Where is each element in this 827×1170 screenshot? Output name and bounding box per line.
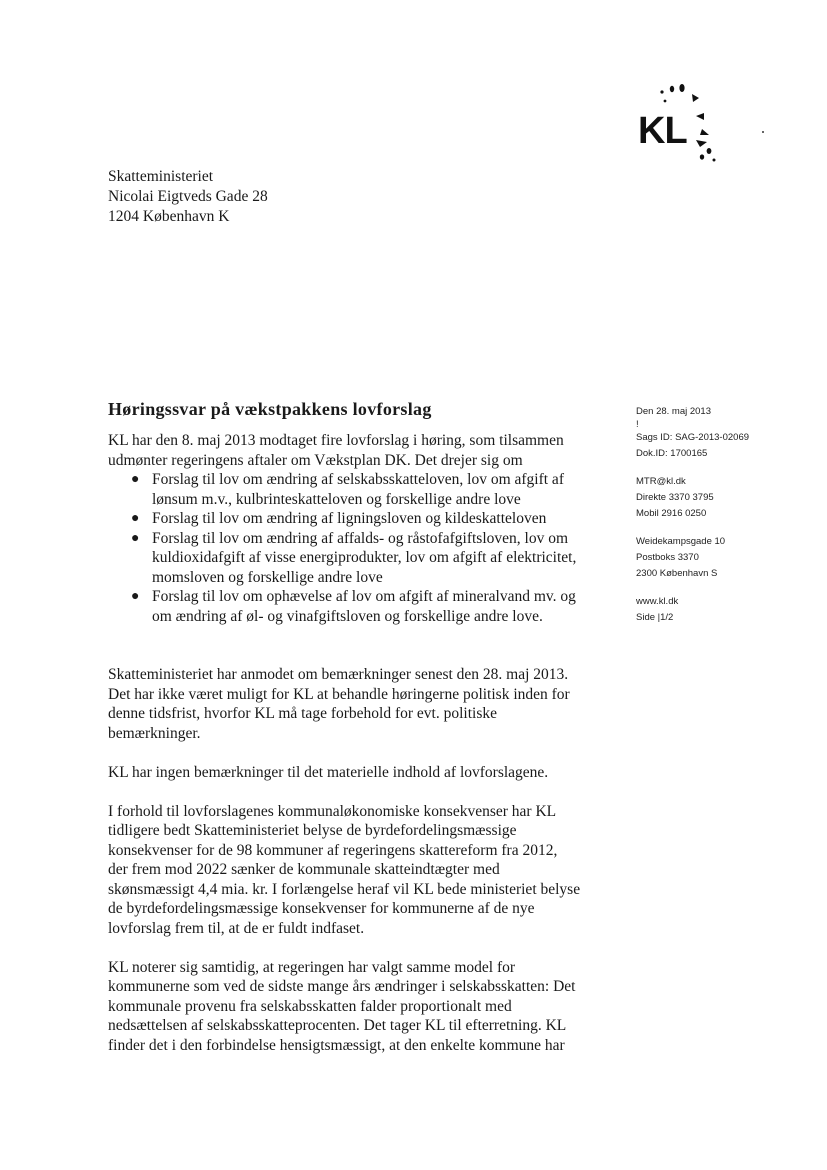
text-line: Forslag til lov om ændring af ligningsloven og kildeskatteloven [152, 510, 547, 527]
list-item [108, 529, 598, 588]
deadline-paragraph [108, 665, 598, 743]
case-id: Sags ID: SAG-2013-02069 [636, 432, 750, 443]
letter-sidebar [636, 404, 749, 626]
text-line: KL har den 8. maj 2013 modtaget fire lovforslag i høring, som tilsammen [108, 432, 564, 449]
kl-logo [634, 80, 734, 170]
intro-paragraph [108, 431, 598, 470]
letter-title: Høringssvar på vækstpakkens lovforslag [108, 399, 432, 419]
text-line: skønsmæssigt 4,4 mia. kr. I forlængelse heraf vil KL bede ministeriet belyse [108, 880, 581, 898]
text-line: KL har ingen bemærkninger til det materielle indhold af lovforslagene. [108, 763, 549, 781]
text-line: finder det i den forbindelse hensigtsmæssigt, at den enkelte kommune har [108, 1036, 565, 1054]
corporate-tax-paragraph [108, 958, 598, 1056]
recipient-city: 1204 København K [108, 208, 230, 225]
paragraph-gap [108, 938, 598, 958]
economic-consequences-paragraph [108, 802, 598, 939]
text-line: kuldioxidafgift af visse energiprodukter, lov om afgift af elektricitet, [152, 549, 577, 566]
paragraph-gap [108, 626, 598, 646]
list-item [108, 587, 598, 626]
text-line: tidligere bedt Skatteministeriet belyse de byrdefordelingsmæssige [108, 822, 517, 839]
text-line: kommunale provenu fra selskabsskatten falder proportionalt med [108, 997, 512, 1015]
bullet-icon: ● [131, 472, 140, 487]
text-line: Forslag til lov om ændring af selskabsskatteloven, lov om afgift af [152, 471, 564, 488]
text-line: de byrdefordelingsmæssige konsekvenser for kommunerne af de nye [108, 900, 535, 917]
bullet-icon: ● [131, 589, 140, 604]
text-line: Forslag til lov om ændring af affalds- og råstofafgiftsloven, lov om [152, 529, 568, 547]
sidebar-gap [636, 462, 749, 474]
list-item [108, 470, 598, 509]
sender-pobox: Postboks 3370 [636, 552, 699, 563]
text-line: lovforslag frem til, at de er fuldt indfaset. [108, 919, 365, 937]
letter-date: Den 28. maj 2013 [636, 406, 711, 417]
logo-text: KL [638, 110, 687, 152]
letter-body [108, 431, 598, 1055]
bullet-icon: ● [131, 530, 140, 546]
page-number: Side |1/2 [636, 612, 674, 623]
no-remarks-paragraph [108, 763, 598, 783]
website: www.kl.dk [636, 596, 679, 607]
text-line: konsekvenser for de 98 kommuner af regeringens skattereform fra 2012, [108, 841, 558, 859]
contact-email: MTR@kl.dk [636, 476, 686, 487]
text-line: Forslag til lov om ophævelse af lov om afgift af mineralvand mv. og [152, 588, 576, 605]
sidebar-gap [636, 582, 749, 594]
direct-phone: Direkte 3370 3795 [636, 492, 714, 503]
text-line: KL noterer sig samtidig, at regeringen har valgt samme model for [108, 958, 516, 976]
bullet-icon: ● [131, 511, 140, 526]
text-line: I forhold til lovforslagenes kommunaløkonomiske konsekvenser har KL [108, 802, 557, 820]
text-line: om ændring af øl- og vinafgiftsloven og forskellige andre love. [152, 607, 543, 625]
text-line: Det har ikke været muligt for KL at behandle høringerne politisk inden for [108, 685, 570, 703]
recipient-street: Nicolai Eigtveds Gade 28 [108, 188, 268, 205]
text-line: momsloven og forskellige andre love [152, 568, 383, 586]
text-line: lønsum m.v., kulbrinteskatteloven og forskellige andre love [152, 490, 521, 508]
recipient-name: Skatteministeriet [108, 168, 214, 185]
text-line: kommunerne som ved de sidste mange års ændringer i selskabsskatten: Det [108, 978, 576, 995]
scan-speck [762, 131, 764, 133]
paragraph-gap [108, 646, 598, 666]
bill-list [108, 470, 598, 626]
mobile-phone: Mobil 2916 0250 [636, 508, 707, 519]
text-line: denne tidsfrist, hvorfor KL må tage forbehold for evt. politiske [108, 705, 497, 722]
sender-street: Weidekampsgade 10 [636, 536, 726, 547]
recipient-address [108, 167, 268, 227]
list-item [108, 509, 598, 529]
text-line: nedsættelsen af selskabsskatteprocenten. Det tager KL til efterretning. KL [108, 1017, 567, 1034]
sidebar-gap [636, 522, 749, 534]
margin-mark: ! [636, 419, 639, 430]
sender-city: 2300 København S [636, 568, 718, 579]
text-line: udmønter regeringens aftaler om Vækstplan DK. Det drejer sig om [108, 451, 523, 469]
paragraph-gap [108, 743, 598, 763]
text-line: bemærkninger. [108, 724, 201, 742]
text-line: Skatteministeriet har anmodet om bemærkninger senest den 28. maj 2013. [108, 666, 569, 683]
text-line: der frem mod 2022 sænker de kommunale skatteindtægter med [108, 861, 500, 878]
paragraph-gap [108, 782, 598, 802]
document-id: Dok.ID: 1700165 [636, 448, 708, 459]
